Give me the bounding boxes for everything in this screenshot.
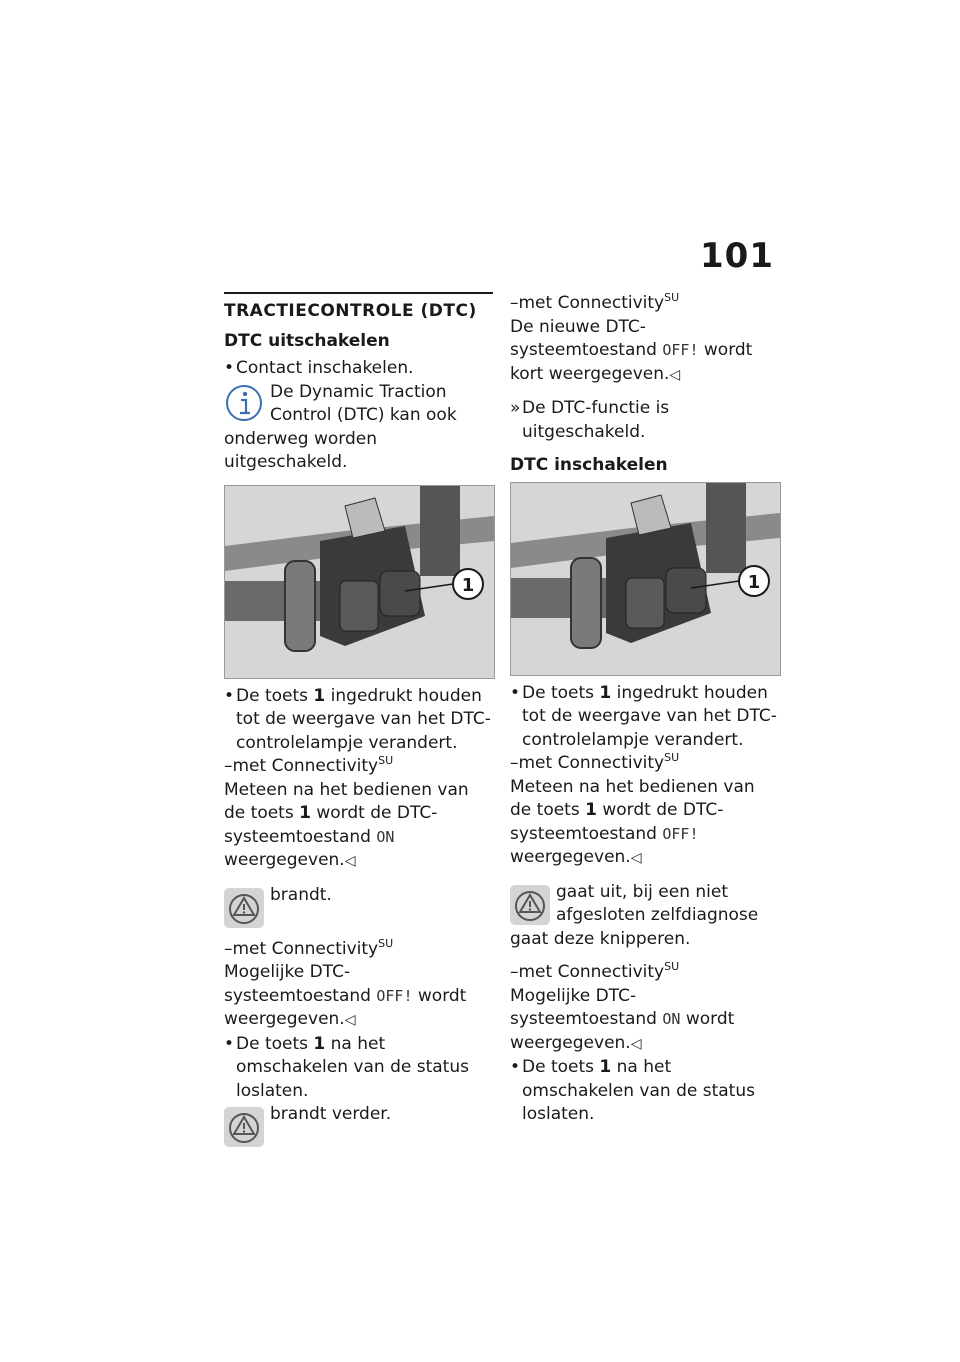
warning-lamp-note	[224, 884, 493, 928]
subsection-title-disable: DTC uitschakelen	[224, 330, 390, 351]
connectivity-note	[510, 776, 779, 871]
text: De nieuwe DTC-systeemtoestand	[510, 316, 663, 360]
warning-lamp-text: brandt verder.	[270, 1104, 392, 1124]
connectivity-note	[510, 985, 779, 1057]
end-mark: ◁	[669, 366, 681, 383]
text: De toets	[236, 685, 314, 706]
status-code: ON	[662, 1010, 681, 1028]
text: De toets	[236, 1033, 314, 1054]
dtc-warning-lamp-icon	[224, 888, 264, 928]
handlebar-figure-enable	[510, 482, 781, 676]
text: Meteen na het bedienen van de toets	[224, 779, 469, 823]
text: na het omschakelen van de status loslaten.	[236, 1033, 469, 1101]
info-note-text: De Dynamic Traction Control (DTC) kan ook onderweg worden uitgeschakeld.	[224, 381, 457, 472]
step-hold-button	[510, 682, 779, 753]
step-release-button	[510, 1056, 779, 1127]
end-mark: ◁	[344, 1012, 356, 1028]
warning-lamp-note	[510, 881, 779, 952]
section-rule	[224, 292, 493, 294]
right-column	[510, 292, 779, 1127]
key-ref: 1	[313, 685, 326, 706]
end-mark: ◁	[344, 853, 356, 869]
text: –met Connectivity	[224, 938, 379, 959]
warning-lamp-note	[224, 1103, 493, 1147]
dtc-warning-lamp-icon	[224, 1107, 264, 1147]
text: De toets	[522, 682, 600, 703]
section-title: TRACTIECONTROLE (DTC)	[224, 301, 477, 321]
handlebar-figure-disable	[224, 485, 495, 679]
result-dtc-off: » De DTC-functie is uitgeschakeld.	[510, 397, 779, 444]
text: wordt de DTC-systeemtoestand	[510, 800, 724, 844]
page-number: 101	[700, 236, 774, 276]
connectivity-label	[510, 752, 779, 776]
text: wordt weergegeven.	[224, 985, 467, 1029]
handlebar-switch-illustration	[225, 486, 494, 678]
key-ref: 1	[599, 682, 612, 703]
warning-lamp-text: brandt.	[270, 884, 332, 905]
status-code: OFF!	[376, 986, 413, 1005]
text: ingedrukt houden tot de weergave van het DTC-controlelampje verandert.	[236, 685, 491, 753]
option-sup: SU	[664, 751, 680, 764]
connectivity-note	[510, 316, 779, 388]
key-ref: 1	[585, 800, 597, 820]
connectivity-label	[224, 755, 493, 779]
text: Meteen na het bedienen van de toets	[510, 776, 755, 820]
text: –met Connectivity	[510, 293, 665, 313]
text: –met Connectivity	[510, 962, 665, 982]
key-ref: 1	[599, 1057, 612, 1077]
connectivity-label	[224, 938, 493, 962]
option-sup: SU	[378, 936, 394, 950]
left-column	[224, 292, 493, 1147]
status-code: OFF!	[662, 341, 699, 359]
text: De toets	[522, 1057, 600, 1077]
text: Mogelijke DTC-systeemtoestand	[224, 962, 377, 1006]
text: na het omschakelen van de status loslaten.	[522, 1057, 755, 1124]
text: wordt kort weergegeven.	[510, 340, 753, 384]
key-ref: 1	[299, 803, 311, 823]
text: Mogelijke DTC-systeemtoestand	[510, 985, 663, 1029]
handlebar-switch-illustration	[511, 483, 780, 675]
end-mark: ◁	[630, 850, 642, 866]
info-note	[224, 381, 493, 475]
warning-lamp-text: gaat uit, bij een niet afgesloten zelfdiagnose gaat deze knipperen.	[510, 881, 759, 949]
status-code: OFF!	[662, 824, 699, 843]
connectivity-note	[224, 779, 493, 874]
text: –met Connectivity	[224, 756, 379, 776]
option-sup: SU	[378, 754, 394, 767]
key-ref: 1	[313, 1033, 326, 1054]
end-mark: ◁	[630, 1035, 642, 1052]
text: wordt de DTC-systeemtoestand	[224, 803, 438, 847]
text: –met Connectivity	[510, 753, 665, 773]
step-ignition-on: • Contact inschakelen.	[224, 357, 493, 381]
option-sup: SU	[664, 960, 680, 973]
figure-callout-1: 1	[747, 571, 761, 593]
info-icon	[224, 383, 264, 423]
text: weergegeven.	[510, 847, 631, 867]
status-code: ON	[376, 827, 395, 846]
step-hold-button	[224, 685, 493, 756]
step-release-button	[224, 1033, 493, 1104]
option-sup: SU	[664, 291, 680, 304]
text: ingedrukt houden tot de weergave van het DTC-controlelampje verandert.	[522, 682, 777, 750]
dtc-warning-lamp-icon	[510, 885, 550, 925]
text: weergegeven.	[224, 850, 345, 870]
figure-callout-1: 1	[461, 574, 475, 596]
connectivity-note	[224, 961, 493, 1033]
connectivity-label	[510, 961, 779, 985]
subsection-title-enable: DTC inschakelen	[510, 455, 668, 475]
connectivity-label	[510, 292, 779, 316]
text: wordt weergegeven.	[510, 1009, 735, 1053]
